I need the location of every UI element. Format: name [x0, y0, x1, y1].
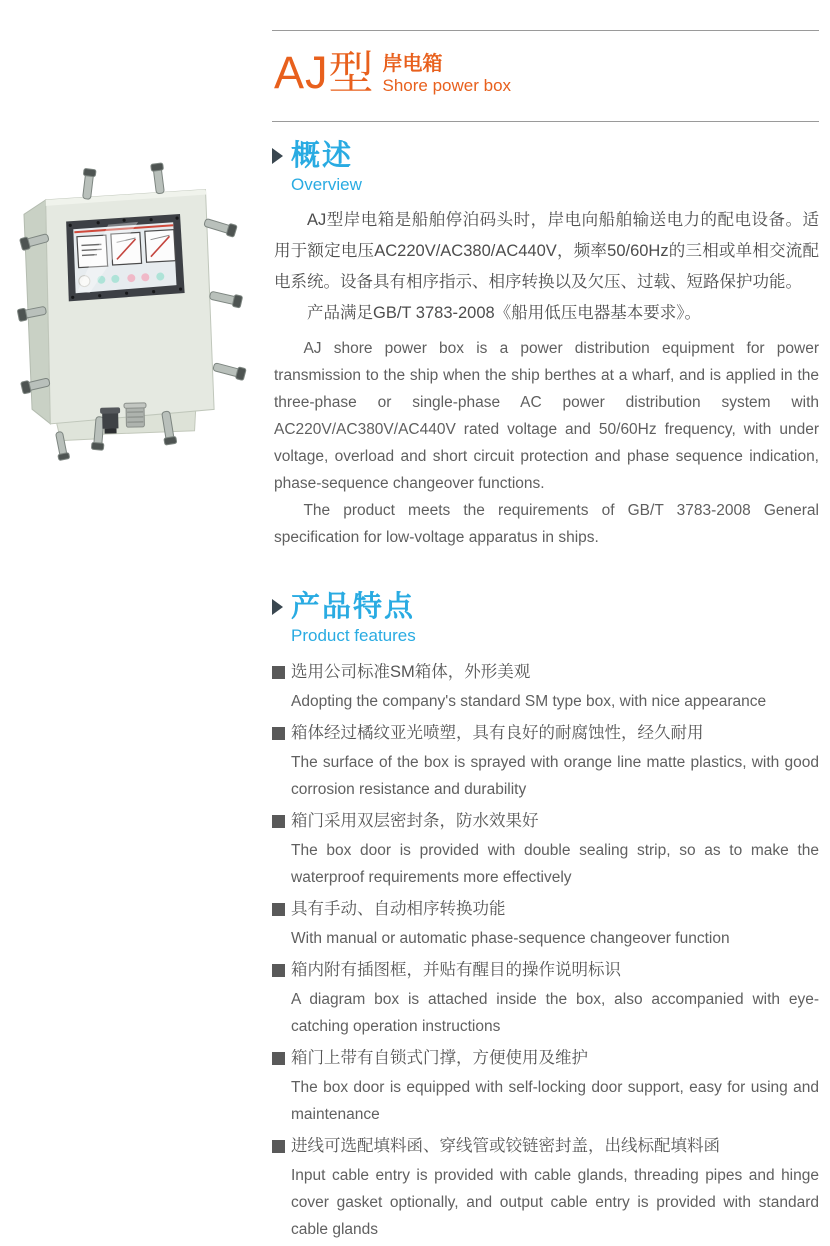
feature-text-cn: 进线可选配填料函、穿线管或铰链密封盖，出线标配填料函 — [291, 1131, 720, 1161]
feature-text-en: The box door is equipped with self-locking door support, easy for using and maintenance — [291, 1074, 819, 1128]
overview-paragraph-en: The product meets the requirements of GB/T 3783-2008 General specification for low-voltage apparatus in ships. — [274, 497, 819, 551]
feature-bullet-icon — [272, 1052, 285, 1065]
product-title-cn: 岸电箱 — [383, 53, 512, 75]
feature-text-en: With manual or automatic phase-sequence changeover function — [291, 925, 819, 952]
section-arrow-icon — [272, 599, 283, 615]
list-item — [272, 1043, 819, 1128]
feature-text-cn: 箱内附有插图框，并贴有醒目的操作说明标识 — [291, 955, 621, 985]
page-header — [274, 45, 819, 107]
feature-bullet-icon — [272, 903, 285, 916]
features-heading-en: Product features — [291, 625, 416, 647]
feature-text-en: The box door is provided with double sealing strip, so as to make the waterproof requirements more effectively — [291, 837, 819, 891]
header-divider — [272, 121, 819, 122]
list-item — [272, 1131, 819, 1243]
feature-text-cn: 箱体经过橘纹亚光喷塑，具有良好的耐腐蚀性，经久耐用 — [291, 718, 704, 748]
feature-bullet-icon — [272, 815, 285, 828]
overview-heading — [272, 140, 819, 196]
section-product-features — [272, 591, 819, 1243]
product-photo — [10, 158, 262, 462]
feature-text-cn: 箱门采用双层密封条，防水效果好 — [291, 806, 539, 836]
list-item — [272, 657, 819, 715]
shore-power-box-illustration — [10, 158, 262, 462]
features-heading — [272, 591, 819, 647]
feature-bullet-icon — [272, 666, 285, 679]
feature-bullet-icon — [272, 964, 285, 977]
list-item — [272, 806, 819, 891]
list-item — [272, 894, 819, 952]
overview-heading-cn: 概述 — [291, 140, 362, 172]
overview-paragraph-cn: 产品满足GB/T 3783-2008《船用低压电器基本要求》。 — [274, 298, 819, 329]
feature-text-en: Adopting the company's standard SM type box, with nice appearance — [291, 688, 819, 715]
section-overview — [272, 140, 819, 551]
feature-bullet-icon — [272, 1140, 285, 1153]
overview-paragraph-en: AJ shore power box is a power distribution equipment for power transmission to the ship when the ship berthes at a wharf, and is applied in the three-phase or single-phase AC power distribution system with AC220V/AC380V/AC440V rated voltage and 50/60Hz frequency, with under voltage, overload and short circuit protection and phase sequence indication, phase-sequence changeover functions. — [274, 335, 819, 497]
feature-bullet-icon — [272, 727, 285, 740]
content-column — [272, 0, 819, 1246]
feature-text-en: A diagram box is attached inside the box, also accompanied with eye-catching operation instructions — [291, 986, 819, 1040]
feature-text-cn: 箱门上带有自锁式门撑，方便使用及维护 — [291, 1043, 588, 1073]
overview-heading-en: Overview — [291, 174, 362, 196]
feature-text-cn: 具有手动、自动相序转换功能 — [291, 894, 506, 924]
feature-text-cn: 选用公司标准SM箱体，外形美观 — [291, 657, 530, 687]
feature-text-en: Input cable entry is provided with cable glands, threading pipes and hinge cover gasket optionally, and output cable entry is provided with standard cable glands — [291, 1162, 819, 1243]
feature-text-en: The surface of the box is sprayed with orange line matte plastics, with good corrosion resistance and durability — [291, 749, 819, 803]
product-title-en: Shore power box — [383, 75, 512, 97]
overview-paragraph-cn: AJ型岸电箱是船舶停泊码头时，岸电向船舶输送电力的配电设备。适用于额定电压AC220V/AC380/AC440V，频率50/60Hz的三相或单相交流配电系统。设备具有相序指示、相序转换以及欠压、过载、短路保护功能。 — [274, 205, 819, 298]
list-item — [272, 955, 819, 1040]
model-code: AJ型 — [274, 45, 375, 101]
top-divider — [272, 30, 819, 31]
section-arrow-icon — [272, 148, 283, 164]
feature-list — [272, 657, 819, 1243]
features-heading-cn: 产品特点 — [291, 591, 416, 623]
list-item — [272, 718, 819, 803]
